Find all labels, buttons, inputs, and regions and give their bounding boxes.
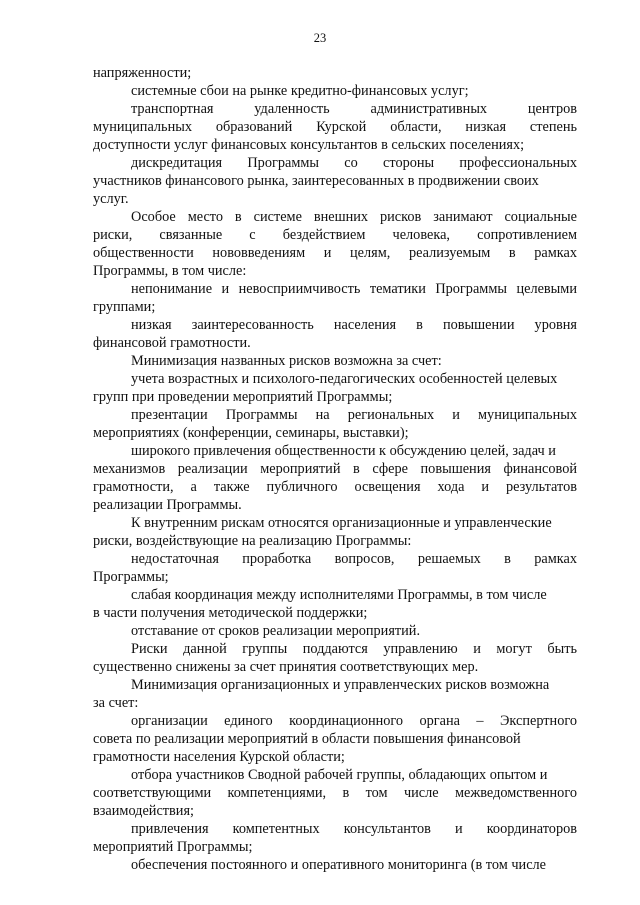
text-line: реализации Программы.	[93, 497, 242, 513]
text-line: непонимание и невосприимчивость тематики Программы целевыми	[131, 281, 577, 297]
text-line: Риски данной группы поддаются управлению и могут быть	[131, 641, 577, 657]
text-line: совета по реализации мероприятий в области повышения финансовой	[93, 731, 521, 747]
text-line: Минимизация названных рисков возможна за счет:	[131, 353, 442, 369]
text-line: риски, связанные с бездействием человека, сопротивлением	[93, 227, 577, 243]
text-line: широкого привлечения общественности к обсуждению целей, задач и	[131, 443, 556, 459]
text-line: механизмов реализации мероприятий в сфере повышения финансовой	[93, 461, 577, 477]
text-line: Особое место в системе внешних рисков занимают социальные	[131, 209, 577, 225]
text-line: отставание от сроков реализации мероприятий.	[131, 623, 421, 639]
text-line: низкая заинтересованность населения в повышении уровня	[131, 317, 577, 333]
text-line: презентации Программы на региональных и муниципальных	[131, 407, 577, 423]
text-line: участников финансового рынка, заинтересованных в продвижении своих	[93, 173, 539, 189]
text-line: транспортная удаленность административных центров	[131, 101, 577, 117]
text-line: напряженности;	[93, 65, 192, 81]
text-line: риски, воздействующие на реализацию Программы:	[93, 533, 412, 549]
text-line: слабая координация между исполнителями Программы, в том числе	[131, 587, 547, 603]
text-line: муниципальных образований Курской области, низкая степень	[93, 119, 577, 135]
text-line: за счет:	[93, 695, 139, 711]
text-line: услуг.	[93, 191, 129, 207]
text-line: в части получения методической поддержки;	[93, 605, 368, 621]
text-line: доступности услуг финансовых консультантов в сельских поселениях;	[93, 137, 525, 153]
text-line: мероприятиях (конференции, семинары, выставки);	[93, 425, 409, 441]
text-line: группами;	[93, 299, 156, 315]
text-line: отбора участников Сводной рабочей группы, обладающих опытом и	[131, 767, 548, 783]
text-line: К внутренним рискам относятся организационные и управленческие	[131, 515, 552, 531]
text-line: недостаточная проработка вопросов, решаемых в рамках	[131, 551, 577, 567]
page-number: 23	[313, 31, 327, 45]
text-line: дискредитация Программы со стороны профессиональных	[131, 155, 577, 171]
text-line: Программы, в том числе:	[93, 263, 247, 279]
text-line: учета возрастных и психолого-педагогических особенностей целевых	[131, 371, 558, 387]
text-line: привлечения компетентных консультантов и координаторов	[131, 821, 577, 837]
text-line: групп при проведении мероприятий Программы;	[93, 389, 393, 405]
text-line: организации единого координационного органа – Экспертного	[131, 713, 577, 729]
text-line: общественности нововведениям и целям, реализуемым в рамках	[93, 245, 577, 261]
text-line: грамотности населения Курской области;	[93, 749, 345, 765]
text-line: Минимизация организационных и управленческих рисков возможна	[131, 677, 550, 693]
text-line: системные сбои на рынке кредитно-финансовых услуг;	[131, 83, 469, 99]
text-line: грамотности, а также публичного освещения хода и результатов	[93, 479, 577, 495]
text-line: Программы;	[93, 569, 169, 585]
text-line: соответствующими компетенциями, в том числе межведомственного	[93, 785, 577, 801]
text-line: существенно снижены за счет принятия соответствующих мер.	[93, 659, 479, 675]
text-line: обеспечения постоянного и оперативного мониторинга (в том числе	[131, 857, 547, 873]
text-line: мероприятий Программы;	[93, 839, 253, 855]
text-line: финансовой грамотности.	[93, 335, 251, 351]
text-line: взаимодействия;	[93, 803, 194, 819]
